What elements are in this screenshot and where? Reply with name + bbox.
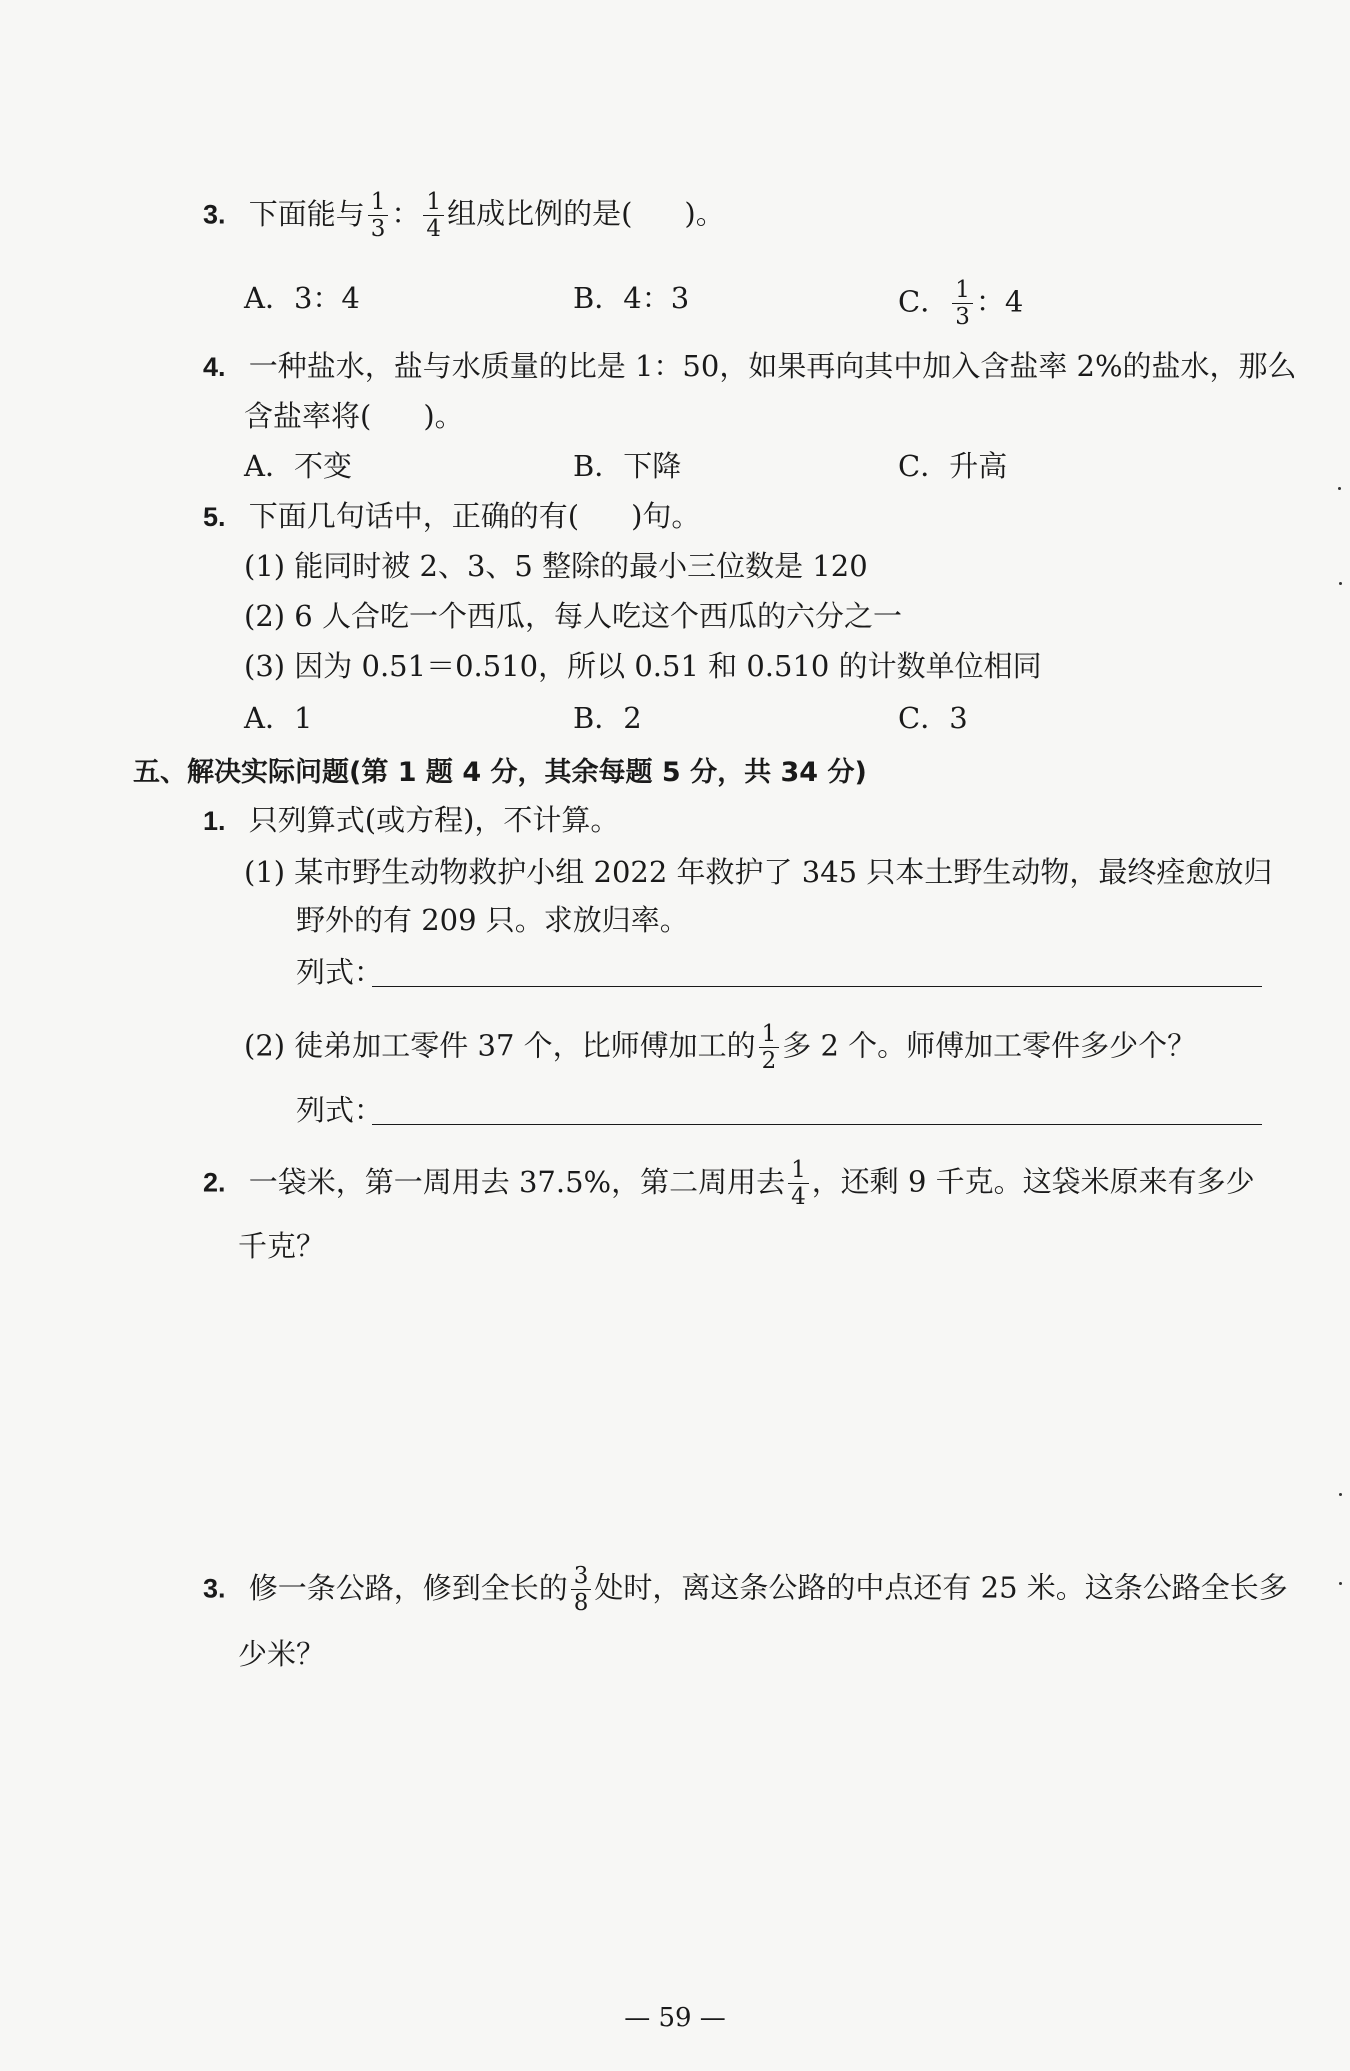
- scan-mark: [1339, 582, 1342, 585]
- p3-stem: 3. 修一条公路，修到全长的 $\frac{3}{8}$ 处时，离这条公路的中点还有 25 米。这条公路全长多: [203, 1563, 1288, 1616]
- q4-line2: 含盐率将( )。: [244, 399, 464, 433]
- q5-stem: 5. 下面几句话中，正确的有( )句。: [203, 499, 701, 533]
- q3-option-b: B．4：3: [573, 281, 690, 315]
- formula-label: 列式：: [296, 1093, 384, 1127]
- fraction: $\frac{1}{4}$: [788, 1158, 809, 1209]
- scan-mark: [1339, 1493, 1342, 1496]
- question-number: 3.: [203, 1573, 226, 1604]
- q3-text-end: )。: [684, 196, 725, 231]
- fraction: $\frac{1}{4}$: [423, 190, 444, 241]
- p1-sub1-line1: (1) 某市野生动物救护小组 2022 年救护了 345 只本土野生动物，最终痊愈放归: [244, 855, 1273, 889]
- q5-option-b: B．2: [573, 701, 642, 735]
- q3-text-post: 组成比例的是(: [447, 196, 633, 231]
- fraction: $\frac{1}{3}$: [952, 278, 973, 329]
- p1-sub2: (2) 徒弟加工零件 37 个，比师傅加工的 $\frac{1}{2}$ 多 2 个。师傅加工零件多少个？: [244, 1021, 1197, 1074]
- fraction: $\frac{1}{3}$: [368, 190, 389, 241]
- q5-statement-2: (2) 6 人合吃一个西瓜，每人吃这个西瓜的六分之一: [244, 599, 902, 633]
- question-number: 1.: [203, 806, 226, 836]
- question-number: 5.: [203, 502, 226, 532]
- p2-line2: 千克？: [238, 1229, 326, 1263]
- p2-stem: 2. 一袋米，第一周用去 37.5%，第二周用去 $\frac{1}{4}$ ，还剩 9 千克。这袋米原来有多少: [203, 1157, 1255, 1210]
- fraction: $\frac{1}{2}$: [759, 1022, 780, 1073]
- p1-stem: 1. 只列算式(或方程)，不计算。: [203, 803, 620, 837]
- answer-line[interactable]: [372, 1124, 1262, 1125]
- q4-option-c: C．升高: [898, 449, 1008, 483]
- page-number: — 59 —: [624, 2003, 726, 2033]
- scan-mark: [1338, 487, 1341, 490]
- answer-line[interactable]: [372, 986, 1262, 987]
- p1-sub1-line2: 野外的有 209 只。求放归率。: [296, 903, 689, 937]
- section-title: 五、解决实际问题(第 1 题 4 分，其余每题 5 分，共 34 分): [133, 757, 867, 788]
- question-number: 4.: [203, 352, 226, 382]
- fraction: $\frac{3}{8}$: [571, 1564, 592, 1615]
- q5-statement-3: (3) 因为 0.51＝0.510，所以 0.51 和 0.510 的计数单位相同: [244, 649, 1042, 683]
- question-number: 2.: [203, 1167, 226, 1198]
- q3-text-pre: 下面能与: [248, 196, 365, 231]
- q5-statement-1: (1) 能同时被 2、3、5 整除的最小三位数是 120: [244, 549, 868, 583]
- q5-option-c: C．3: [898, 701, 968, 735]
- p3-line2: 少米？: [238, 1637, 326, 1671]
- question-number: 3.: [203, 199, 226, 230]
- q4-option-a: A．不变: [244, 449, 352, 483]
- q5-option-a: A．1: [244, 701, 313, 735]
- q4-option-b: B．下降: [573, 449, 682, 483]
- scan-mark: [1339, 1582, 1342, 1585]
- q3-option-c: C． $\frac{1}{3}$ ：4: [898, 277, 1024, 330]
- q3-row: [203, 190, 725, 241]
- colon: ：: [391, 196, 421, 231]
- q3-option-a: A．3：4: [244, 281, 360, 315]
- q4-line1: 4. 一种盐水，盐与水质量的比是 1：50，如果再向其中加入含盐率 2%的盐水，那么: [203, 349, 1297, 383]
- formula-label: 列式：: [296, 955, 384, 989]
